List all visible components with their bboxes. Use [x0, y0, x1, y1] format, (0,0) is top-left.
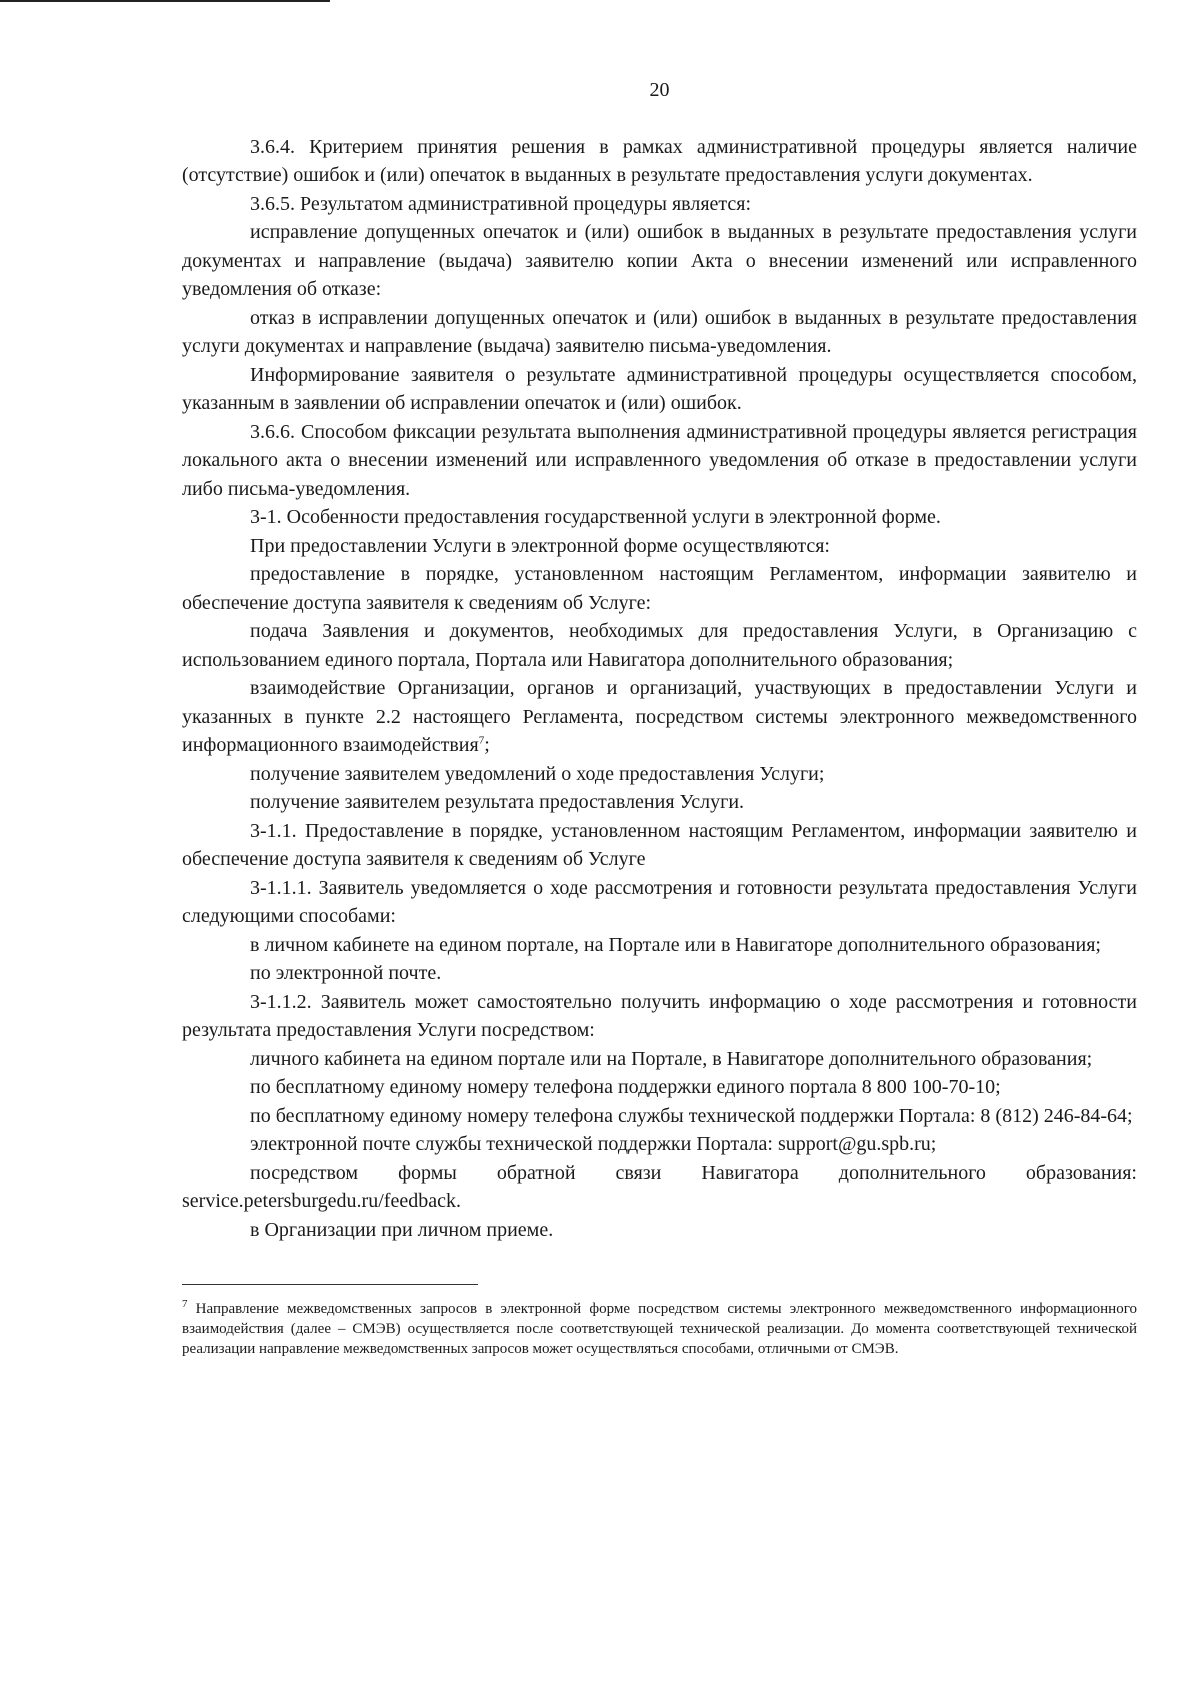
- list-item-info-provision: предоставление в порядке, установленном настоящим Регламентом, информации заявителю и обеспечение доступа заявителя к сведениям об Услуге:: [182, 563, 1137, 614]
- paragraph-3-1-1-2: 3-1.1.2. Заявитель может самостоятельно получить информацию о ходе рассмотрения и готовности результата предоставления Услуги посредством:: [182, 990, 1137, 1041]
- list-item-phone-support: по бесплатному единому номеру телефона службы технической поддержки Портала: 8 (812) 246-84-64;: [250, 1104, 1133, 1127]
- list-item-result: получение заявителем результата предоставления Услуги.: [250, 791, 745, 813]
- list-item-phone-unified-portal: по бесплатному единому номеру телефона поддержки единого портала 8 800 100-70-10;: [250, 1076, 1001, 1098]
- list-item-in-person: в Организации при личном приеме.: [250, 1218, 554, 1241]
- list-item-notifications: получение заявителем уведомлений о ходе предоставления Услуги;: [250, 762, 825, 785]
- list-item-cabinet-portal: личного кабинета на едином портале или на Портале, в Навигаторе дополнительного образования;: [250, 1047, 1093, 1070]
- footnote-reference-suffix: ;: [484, 734, 490, 756]
- paragraph-3-6-5: 3.6.5. Результатом административной процедуры является:: [250, 192, 752, 215]
- list-item-interaction-text: взаимодействие Организации, органов и организаций, участвующих в предоставлении Услуги и указанных в пункте 2.2 настоящего Регламента, посредством системы электронного межведомственного информационного взаимодействия: [182, 677, 1137, 756]
- paragraph-3-6-4: 3.6.4. Критерием принятия решения в рамках административной процедуры является наличие (отсутствие) ошибок и (или) опечаток в выданных в результате предоставления услуги документах.: [182, 135, 1137, 186]
- paragraph-result-correction: исправление допущенных опечаток и (или) ошибок в выданных в результате предоставления услуги документах и направление (выдача) заявителю копии Акта о внесении изменений или исправленного уведомления об отказе:: [182, 221, 1137, 300]
- page-number: 20: [649, 79, 670, 101]
- section-heading-3-1: 3-1. Особенности предоставления государственной услуги в электронной форме.: [250, 506, 941, 528]
- list-item-email: по электронной почте.: [250, 962, 442, 984]
- footnote-reference: 7: [478, 734, 485, 747]
- paragraph-informing: Информирование заявителя о результате административной процедуры осуществляется способом, указанным в заявлении об исправлении опечаток и (или) ошибок.: [182, 363, 1137, 414]
- scan-edge-line: [0, 0, 330, 2]
- paragraph-3-6-6: 3.6.6. Способом фиксации результата выполнения административной процедуры является регистрация локального акта о внесении изменений или исправленного уведомления об отказе в предоставлении услуги либо письма-уведомления.: [182, 420, 1137, 500]
- list-item-feedback-form: посредством формы обратной связи Навигатора дополнительного образования: service.petersburgedu.ru/feedback.: [182, 1161, 1137, 1212]
- footnote: [182, 1299, 1137, 1359]
- footnote-marker: 7: [182, 1298, 188, 1310]
- list-item-interaction: [182, 674, 1137, 760]
- footnote-text: Направление межведомственных запросов в электронной форме посредством системы электронного межведомственного информационного взаимодействия (далее – СМЭВ) осуществляется после соответствующей технической реализации. До момента соответствующей технической реализации направление межведомственных запросов может осуществляться способами, отличными от СМЭВ.: [182, 1301, 1137, 1357]
- paragraph-electronic-form-intro: При предоставлении Услуги в электронной форме осуществляются:: [250, 534, 830, 557]
- list-item-support-email: электронной почте службы технической поддержки Портала: support@gu.spb.ru;: [250, 1133, 937, 1155]
- list-item-personal-cabinet: в личном кабинете на едином портале, на Портале или в Навигаторе дополнительного образования;: [250, 933, 1101, 956]
- list-item-application-submission: подача Заявления и документов, необходимых для предоставления Услуги, в Организацию с использованием единого портала, Портала или Навигатора дополнительного образования;: [182, 620, 1137, 671]
- paragraph-3-1-1-1: 3-1.1.1. Заявитель уведомляется о ходе рассмотрения и готовности результата предоставления Услуги следующими способами:: [182, 876, 1137, 927]
- footnote-separator: [182, 1284, 478, 1285]
- paragraph-3-1-1: 3-1.1. Предоставление в порядке, установленном настоящим Регламентом, информации заявителю и обеспечение доступа заявителя к сведениям об Услуге: [182, 819, 1137, 870]
- paragraph-result-refusal: отказ в исправлении допущенных опечаток и (или) ошибок в выданных в результате предоставления услуги документах и направление (выдача) заявителю письма-уведомления.: [182, 306, 1137, 357]
- document-page: [182, 76, 1137, 1359]
